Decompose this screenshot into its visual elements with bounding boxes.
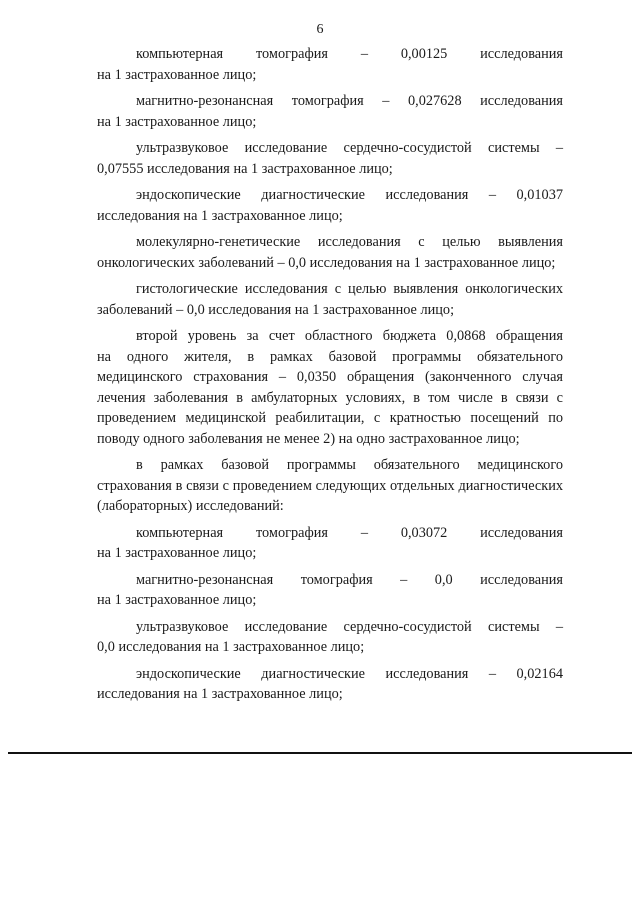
paragraph-ct-2 (97, 523, 563, 564)
paragraph-ultrasound-2 (97, 617, 563, 658)
paragraph-second-level (97, 326, 563, 449)
page-number: 6 (316, 22, 324, 37)
paragraph-mri-1 (97, 91, 563, 132)
paragraph-endoscopy-2 (97, 664, 563, 705)
paragraph-base-program (97, 455, 563, 517)
paragraph-continuation: заболеваний – 0,0 исследования на 1 застрахованное лицо; (97, 301, 455, 318)
paragraph-continuation: на 1 застрахованное лицо; (97, 545, 257, 561)
paragraph-first-line: магнитно-резонансная томография – 0,027628 исследования (136, 93, 563, 109)
paragraph-continuation: страхования в связи с проведением следующих отдельных диагностических (лабораторных) исследований: (97, 477, 563, 514)
paragraph-continuation: 0,07555 исследования на 1 застрахованное лицо; (97, 160, 393, 177)
paragraph-first-line: магнитно-резонансная томография – 0,0 исследования (136, 571, 563, 588)
paragraph-continuation: онкологических заболеваний – 0,0 исследования на 1 застрахованное лицо; (97, 254, 556, 271)
paragraph-first-line: ультразвуковое исследование сердечно-сосудистой системы – (136, 140, 563, 156)
paragraph-continuation: исследования на 1 застрахованное лицо; (97, 686, 343, 702)
paragraph-continuation: на 1 застрахованное лицо; (97, 592, 257, 608)
paragraph-continuation: исследования на 1 застрахованное лицо; (97, 207, 343, 224)
paragraph-endoscopy-1 (97, 185, 563, 226)
document-body (97, 44, 563, 711)
paragraph-first-line: эндоскопические диагностические исследования – 0,01037 (136, 187, 563, 203)
paragraph-molecular-genetic (97, 232, 563, 273)
paragraph-histology (97, 279, 563, 320)
paragraph-first-line: ультразвуковое исследование сердечно-сосудистой системы – (136, 618, 563, 635)
paragraph-mri-2 (97, 570, 563, 611)
paragraph-first-line: компьютерная томография – 0,00125 исследования (136, 46, 563, 62)
paragraph-first-line: молекулярно-генетические исследования с целью выявления (136, 234, 563, 250)
paragraph-ultrasound-1 (97, 138, 563, 179)
paragraph-ct-1 (97, 44, 563, 85)
page-break-rule (8, 752, 632, 754)
paragraph-continuation: 0,0 исследования на 1 застрахованное лицо; (97, 639, 365, 655)
paragraph-first-line: компьютерная томография – 0,03072 исследования (136, 524, 563, 541)
paragraph-continuation: на 1 застрахованное лицо; (97, 113, 257, 130)
paragraph-first-line: гистологические исследования с целью выявления онкологических (136, 281, 563, 297)
paragraph-continuation: на 1 застрахованное лицо; (97, 66, 257, 83)
paragraph-first-line: эндоскопические диагностические исследования – 0,02164 (136, 665, 563, 682)
paragraph-first-line: второй уровень за счет областного бюджета 0,0868 обращения (136, 328, 563, 344)
paragraph-continuation: на одного жителя, в рамках базовой программы обязательного медицинского страхования – 0,0350 обращения (законченного случая лечения заболевания в амбулаторных условиях, в том числе в связи с проведением медицинской реабилитации, с кратностью посещений по поводу одного заболевания не менее 2) на одно застрахованное лицо; (97, 348, 563, 447)
paragraph-first-line: в рамках базовой программы обязательного медицинского (136, 457, 563, 473)
